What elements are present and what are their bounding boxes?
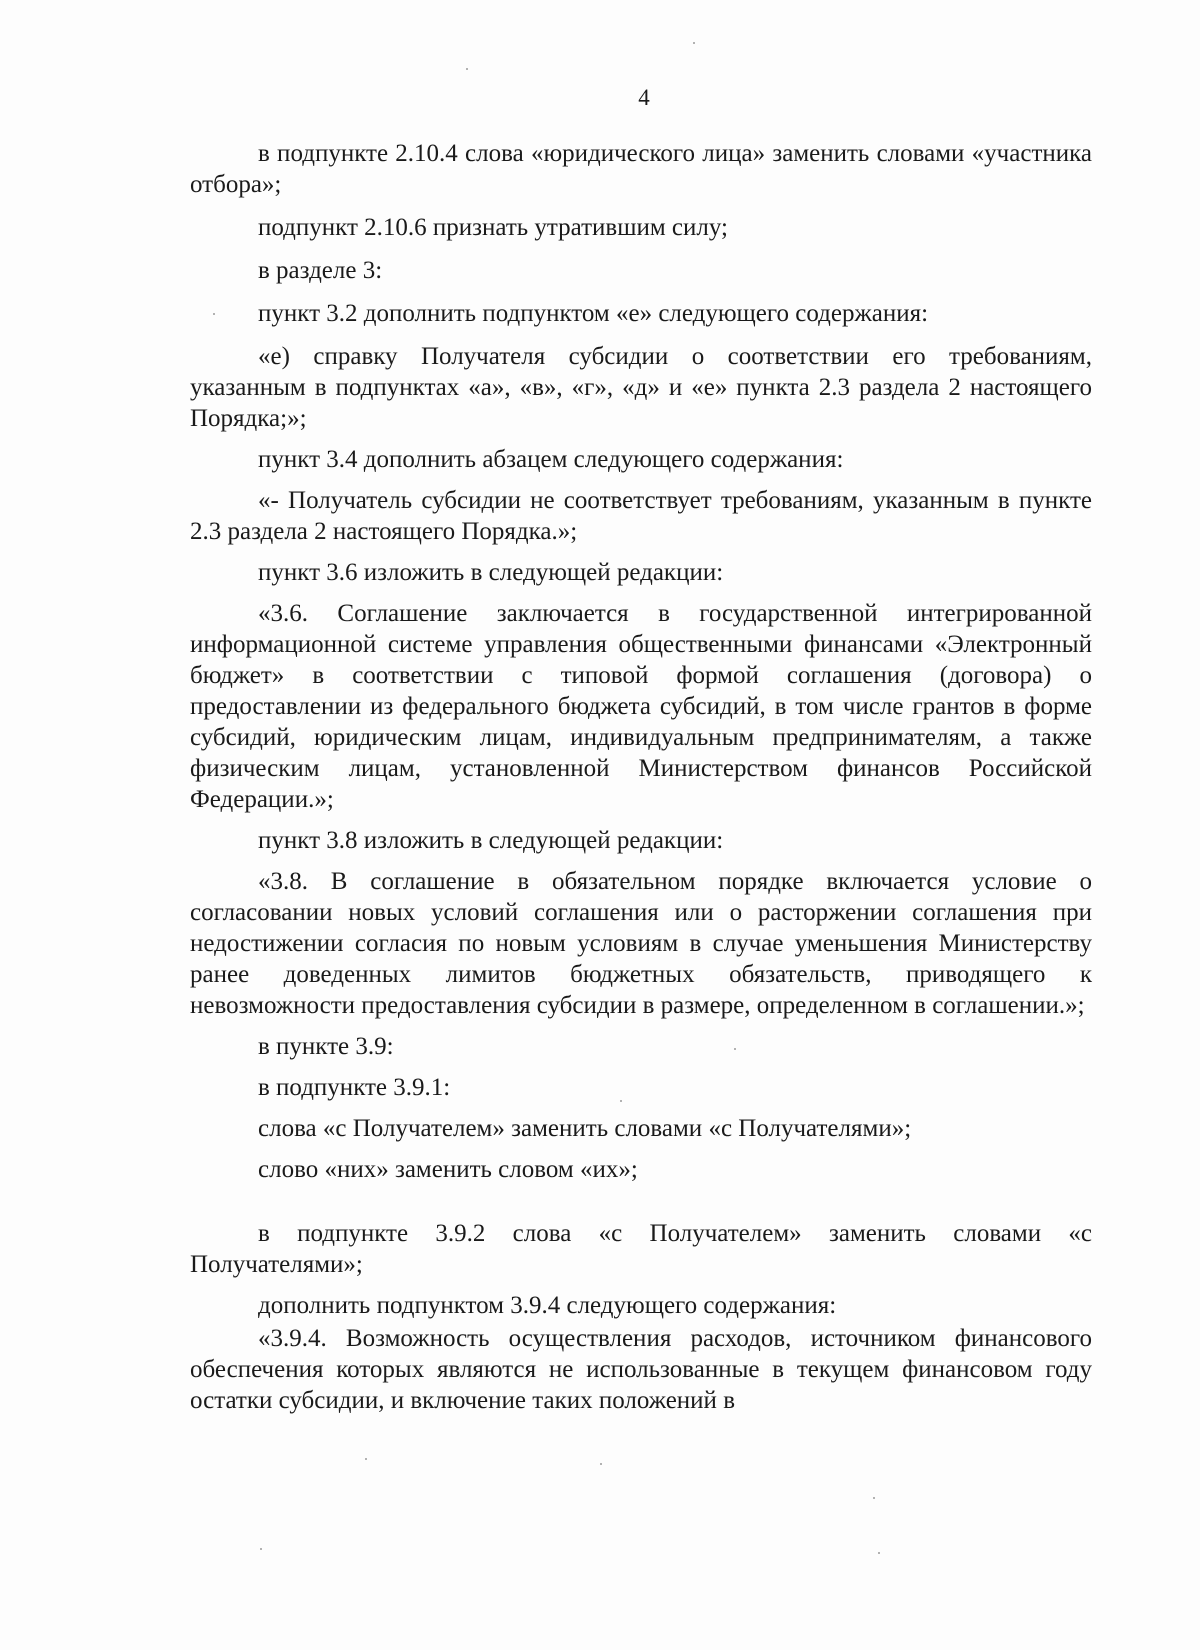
page-number: 4: [638, 85, 650, 110]
scan-speck: [873, 1497, 875, 1499]
scan-speck: [620, 1100, 622, 1102]
scan-speck: [734, 1048, 736, 1050]
scan-speck: [466, 68, 468, 70]
paragraph: пункт 3.6 изложить в следующей редакции:: [258, 559, 724, 586]
paragraph: слово «них» заменить словом «их»;: [258, 1156, 638, 1183]
paragraph: «3.8. В соглашение в обязательном порядке включается условие о согласовании новых условий соглашения или о расторжении соглашения при недостижении согласия по новым условиям в случае уменьшения Министерству ранее доведенных лимитов бюджетных обязательств, приводящего к невозможности предоставления субсидии в размере, определенном в соглашении.»;: [190, 868, 1092, 1019]
scan-speck: [365, 1458, 367, 1460]
paragraph: «3.6. Соглашение заключается в государственной интегрированной информационной системе управления общественными финансами «Электронный бюджет» в соответствии с типовой формой соглашения (договора) о предоставлении из федерального бюджета субсидий, в том числе грантов в форме субсидий, юридическим лицам, индивидуальным предпринимателям, а также физическим лицам, установленной Министерством финансов Российской Федерации.»;: [190, 600, 1092, 813]
document-body: [190, 138, 1092, 1416]
scan-speck: [260, 1548, 262, 1550]
paragraph: в подпункте 2.10.4 слова «юридического лица» заменить словами «участника отбора»;: [190, 140, 1092, 198]
paragraph: пункт 3.4 дополнить абзацем следующего содержания:: [258, 446, 844, 473]
paragraph: пункт 3.8 изложить в следующей редакции:: [258, 827, 724, 854]
paragraph: подпункт 2.10.6 признать утратившим силу;: [258, 214, 728, 241]
paragraph: «3.9.4. Возможность осуществления расходов, источником финансового обеспечения которых являются не использованные в текущем финансовом году остатки субсидии, и включение таких положений в: [190, 1325, 1092, 1414]
paragraph: пункт 3.2 дополнить подпунктом «е» следующего содержания:: [258, 300, 929, 327]
scan-speck: [213, 313, 215, 315]
paragraph: в пункте 3.9:: [258, 1033, 394, 1060]
paragraph: в разделе 3:: [258, 257, 383, 284]
scan-speck: [693, 42, 695, 44]
scan-speck: [600, 1463, 602, 1465]
paragraph: дополнить подпунктом 3.9.4 следующего содержания:: [258, 1292, 837, 1319]
paragraph: в подпункте 3.9.1:: [258, 1074, 451, 1101]
paragraph: в подпункте 3.9.2 слова «с Получателем» заменить словами «с Получателями»;: [190, 1220, 1092, 1278]
scan-speck: [878, 1552, 880, 1554]
paragraph: слова «с Получателем» заменить словами «с Получателями»;: [258, 1115, 912, 1142]
paragraph: «- Получатель субсидии не соответствует требованиям, указанным в пункте 2.3 раздела 2 настоящего Порядка.»;: [190, 487, 1092, 545]
paragraph: «е) справку Получателя субсидии о соответствии его требованиям, указанным в подпунктах «а», «в», «г», «д» и «е» пункта 2.3 раздела 2 настоящего Порядка;»;: [190, 343, 1092, 432]
